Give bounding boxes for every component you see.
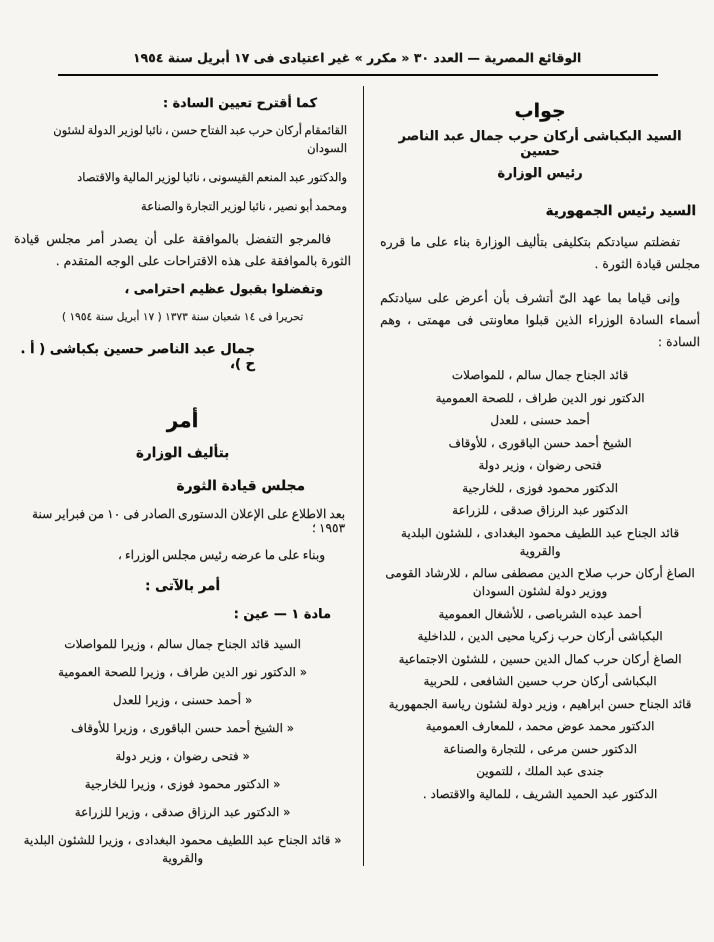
appointment-item: « قائد الجناح عبد اللطيف محمود البغدادى ، وزيرا للشئون البلدية والقروية [23, 833, 342, 866]
article-heading: مادة ١ — عين : [233, 607, 331, 623]
addressee-line-2: رئيس الوزارة [497, 166, 583, 181]
order-subtitle: بتأليف الوزارة [135, 445, 230, 462]
reply-column [363, 86, 714, 866]
proposal-item: ومحمد أبو نصير ، نائبا لوزير التجارة والصناعة [140, 198, 347, 213]
appointment-item: « أحمد حسنى ، وزيرا للعدل [112, 693, 253, 708]
minister-item: قائد الجناح حسن ابراهيم ، وزير دولة لشئون رياسة الجمهورية [388, 696, 692, 711]
minister-item: الصاغ أركان حرب صلاح الدين مصطفى سالم ، للارشاد القومى ووزير دولة لشئون السودان [385, 566, 695, 599]
minister-item: البكباشى أركان حرب حسين الشافعى ، للحربية [423, 674, 657, 689]
proposal-heading: كما أقترح تعيين السادة : [162, 96, 317, 111]
closing-line: وتفضلوا بقبول عظيم احترامى ، [124, 281, 323, 297]
appointment-item: السيد قائد الجناح جمال سالم ، وزيرا للمواصلات [64, 637, 301, 652]
minister-item: الدكتور محمود فوزى ، للخارجية [462, 480, 618, 495]
preamble-line-1: بعد الاطلاع على الإعلان الدستورى الصادر فى ١٠ من فبراير سنة ١٩٥٣ ؛ [31, 507, 345, 536]
appointment-item: « الدكتور نور الدين طراف ، وزيرا للصحة العمومية [58, 665, 307, 680]
request-paragraph [14, 228, 351, 272]
proposal-item: والدكتور عبد المنعم القيسونى ، نائبا لوزير المالية والاقتصاد [77, 169, 347, 184]
masthead-title: الوقائع المصرية — العدد ٣٠ « مكرر » غير اعتيادى فى ١٧ أبريل سنة ١٩٥٤ [132, 50, 582, 65]
signature-line: جمال عبد الناصر حسين بكباشى ( أ . ح )، [20, 342, 255, 373]
order-title: أمر [166, 408, 199, 433]
minister-item: أحمد عبده الشرباصى ، للأشغال العمومية [438, 606, 642, 621]
decree-intro: أمر بالآتى : [144, 578, 221, 595]
body-paragraph-2 [380, 287, 700, 353]
body-paragraph-1 [380, 231, 700, 275]
paragraph-text: تفضلتم سيادتكم بتكليفى بتأليف الوزارة بناء على ما قرره مجلس قيادة الثورة . [380, 234, 700, 272]
appointments-list [14, 635, 351, 867]
minister-item: جندى عبد الملك ، للتموين [476, 764, 604, 779]
minister-item: الشيخ أحمد حسن الباقورى ، للأوقاف [448, 435, 632, 450]
order-column [0, 86, 363, 866]
minister-item: البكباشى أركان حرب زكريا محيى الدين ، للداخلية [417, 629, 663, 644]
appointment-item: « فتحى رضوان ، وزير دولة [115, 749, 250, 764]
appointment-item: « الدكتور عبد الرزاق صدقى ، وزيرا للزراعة [74, 805, 291, 820]
two-column-layout [0, 86, 714, 866]
paragraph-text: فالمرجو التفضل بالموافقة على أن يصدر أمر مجلس قيادة الثورة بالموافقة على هذه الاقتراحات على الوجه المتقدم . [14, 230, 351, 268]
reply-title: جواب [514, 100, 566, 122]
masthead-rule [58, 74, 658, 76]
minister-item: فتحى رضوان ، وزير دولة [478, 458, 602, 473]
minister-item: قائد الجناح جمال سالم ، للمواصلات [451, 368, 629, 383]
minister-item: الدكتور عبد الرزاق صدقى ، للزراعة [452, 503, 628, 518]
minister-item: الدكتور عبد الحميد الشريف ، للمالية والاقتصاد . [422, 786, 658, 801]
date-line: تحريرا فى ١٤ شعبان سنة ١٣٧٣ ( ١٧ أبريل سنة ١٩٥٤ ) [61, 311, 304, 324]
proposal-item: القائمقام أركان حرب عبد الفتاح حسن ، نائبا لوزير الدولة لشئون السودان [53, 123, 347, 155]
minister-item: الصاغ أركان حرب كمال الدين حسين ، للشئون الاجتماعية [398, 651, 682, 666]
minister-item: أحمد حسنى ، للعدل [490, 413, 590, 428]
ministers-list [380, 366, 700, 803]
appointment-item: « الشيخ أحمد حسن الباقورى ، وزيرا للأوقاف [71, 721, 294, 736]
minister-item: الدكتور محمد عوض محمد ، للمعارف العمومية [425, 719, 655, 734]
appointment-item: « الدكتور محمود فوزى ، وزيرا للخارجية [84, 777, 281, 792]
salutation-line: السيد رئيس الجمهورية [545, 203, 696, 219]
minister-item: الدكتور حسن مرعى ، للتجارة والصناعة [443, 741, 637, 756]
addressee-line-1: السيد البكباشى أركان حرب جمال عبد الناصر حسين [398, 129, 682, 159]
paragraph-text: وإنى قياما بما عهد الىّ أتشرف بأن أعرض على سيادتكم أسماء السادة الوزراء الذين قبلوا معاونتى فى مهمتى ، وهم السادة : [380, 290, 700, 350]
authority-line: مجلس قيادة الثورة [176, 478, 305, 495]
minister-item: الدكتور نور الدين طراف ، للصحة العمومية [435, 390, 645, 405]
preamble-line-2: وبناء على ما عرضه رئيس مجلس الوزراء ، [117, 548, 325, 563]
minister-item: قائد الجناح عبد اللطيف محمود البغدادى ، للشئون البلدية والقروية [400, 525, 680, 558]
